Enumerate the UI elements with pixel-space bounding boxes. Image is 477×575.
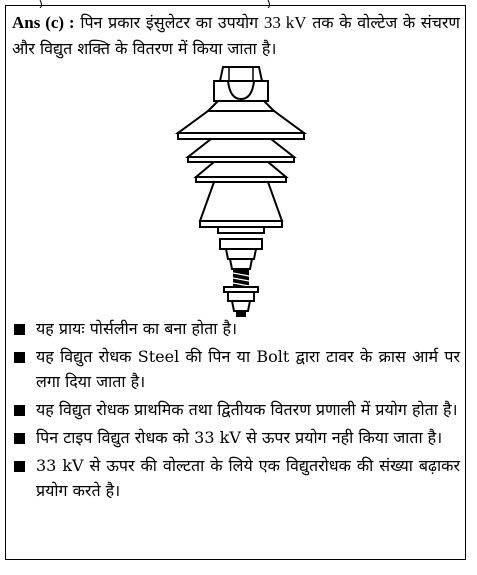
list-item — [12, 344, 460, 394]
pin-insulator-icon — [166, 61, 316, 326]
answer-text-part2: तक के वोल्टेज के संचरण और विद्युत शक्ति के वितरण में किया जाता है। — [12, 13, 460, 58]
list-item-text: यह प्रायः पोर्सलीन का बना होता है। — [36, 319, 238, 338]
square-bullet-icon — [14, 324, 25, 335]
list-item-text: पिन टाइप विद्युत रोधक को 33 kV से ऊपर प्रयोग नही किया जाता है। — [36, 428, 443, 447]
square-bullet-icon — [14, 352, 25, 363]
list-item-text: यह विद्युत रोधक Steel की पिन या Bolt द्वारा टावर के क्रास आर्म पर लगा दिया जाता है। — [36, 347, 460, 391]
list-item-text: 33 kV से ऊपर की वोल्टता के लिये एक विद्युतरोधक की संख्या बढ़ाकर प्रयोग करते है। — [36, 456, 460, 500]
list-item — [12, 453, 460, 503]
square-bullet-icon — [14, 461, 25, 472]
square-bullet-icon — [14, 405, 25, 416]
answer-text-part1: पिन प्रकार इंसुलेटर का उपयोग — [80, 13, 259, 32]
list-item — [12, 316, 460, 341]
answer-paragraph — [12, 10, 460, 62]
answer-box — [5, 5, 466, 560]
list-item — [12, 397, 460, 422]
list-item — [12, 425, 460, 450]
answer-label: Ans (c) : — [12, 13, 75, 32]
square-bullet-icon — [14, 433, 25, 444]
answer-voltage: 33 kV — [263, 13, 307, 32]
points-list — [12, 316, 460, 506]
list-item-text: यह विद्युत रोधक प्राथमिक तथा द्वितीयक वितरण प्रणाली में प्रयोग होता है। — [36, 400, 458, 419]
